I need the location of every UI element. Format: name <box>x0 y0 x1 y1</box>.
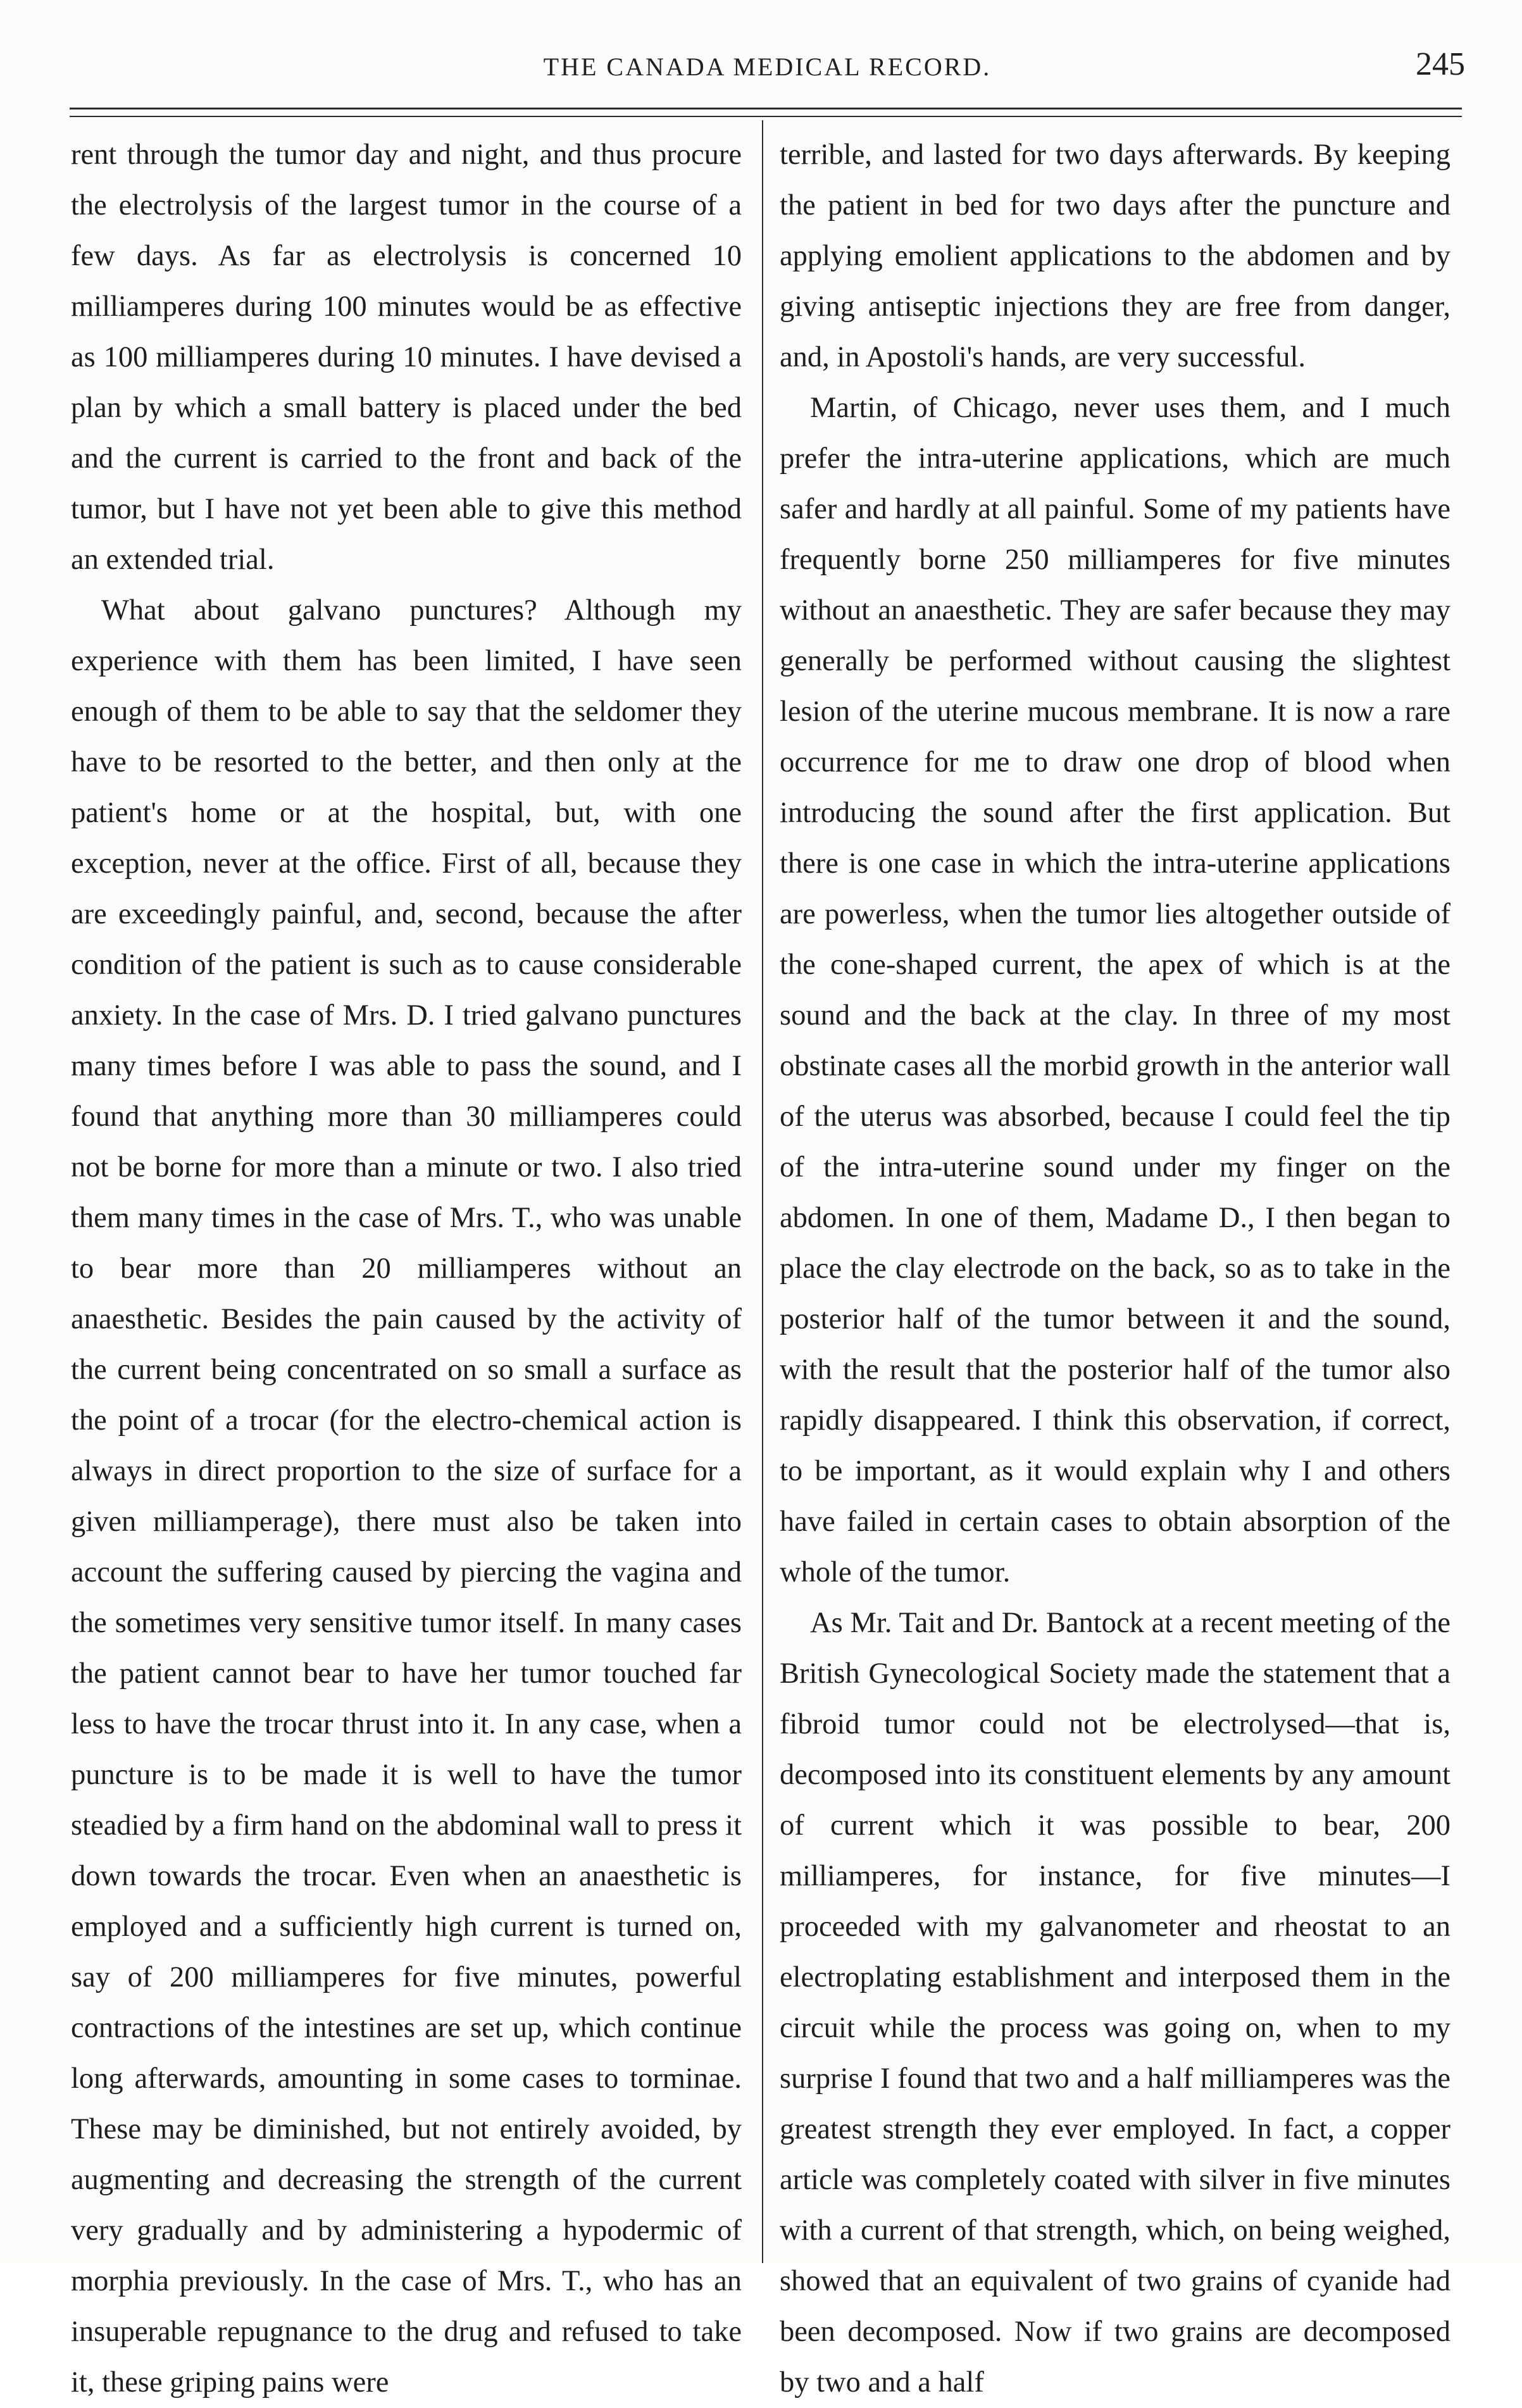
right-paragraph-3: As Mr. Tait and Dr. Bantock at a recent meeting of the British Gynecological Society made the statement that a fibroid tumor could not be electrolysed—that is, decomposed into its constituent elements by any amount of current which it was possible to bear, 200 milliamperes, for instance, for five minutes—I proceeded with my galvanometer and rheostat to an electroplating establishment and interposed them in the circuit while the process was going on, when to my surprise I found that two and a half milliamperes was the greatest strength they ever employed. In fact, a copper article was completely coated with silver in five minutes with a current of that strength, which, on being weighed, showed that an equivalent of two grains of cyanide had been decomposed. Now if two grains are decomposed by two and a half <box>780 1607 1450 2399</box>
running-head <box>70 44 1465 95</box>
left-paragraph-2: What about galvano punctures? Although my experience with them has been limited, I have seen enough of them to be able to say that the seldomer they have to be resorted to the better, and then only at the patient's home or at the hospital, but, with one exception, never at the office. First of all, because they are exceedingly painful, and, second, because the after condition of the patient is such as to cause considerable anxiety. In the case of Mrs. D. I tried galvano punctures many times before I was able to pass the sound, and I found that anything more than 30 milliamperes could not be borne for more than a minute or two. I also tried them many times in the case of Mrs. T., who was unable to bear more than 20 milliamperes without an anaesthetic. Besides the pain caused by the activity of the current being concentrated on so small a surface as the point of a trocar (for the electro-chemical action is always in direct proportion to the size of surface for a given milliamperage), there must also be taken into account the suffering caused by piercing the vagina and the sometimes very sensitive tumor itself. In many cases the patient cannot bear to have her tumor touched far less to have the trocar thrust into it. In any case, when a puncture is to be made it is well to have the tumor steadied by a firm hand on the abdominal wall to press it down towards the trocar. Even when an anaesthetic is employed and a sufficiently high current is turned on, say of 200 milliamperes for five minutes, powerful contractions of the intestines are set up, which continue long afterwards, amounting in some cases to torminae. These may be diminished, but not entirely avoided, by augmenting and decreasing the strength of the current very gradually and by administering a hypodermic of morphia previously. In the case of Mrs. T., who has an insuperable repugnance to the drug and refused to take it, these griping pains were <box>71 594 742 2399</box>
right-column <box>780 130 1450 2399</box>
right-paragraph-2: Martin, of Chicago, never uses them, and I much prefer the intra-uterine applications, which are much safer and hardly at all painful. Some of my patients have frequently borne 250 milliamperes for five minutes without an anaesthetic. They are safer because they may generally be performed without causing the slightest lesion of the uterine mucous membrane. It is now a rare occurrence for me to draw one drop of blood when introducing the sound after the first application. But there is one case in which the intra-uterine applications are powerless, when the tumor lies altogether outside of the cone-shaped current, the apex of which is at the sound and the back at the clay. In three of my most obstinate cases all the morbid growth in the anterior wall of the uterus was absorbed, because I could feel the tip of the intra-uterine sound under my finger on the abdomen. In one of them, Madame D., I then began to place the clay electrode on the back, so as to take in the posterior half of the tumor between it and the sound, with the result that the posterior half of the tumor also rapidly disappeared. I think this observation, if correct, to be important, as it would explain why I and others have failed in certain cases to obtain absorption of the whole of the tumor. <box>780 392 1450 1588</box>
left-paragraph-1: rent through the tumor day and night, and thus procure the electrolysis of the largest tumor in the course of a few days. As far as electrolysis is concerned 10 milliamperes during 100 minutes would be as effective as 100 milliamperes during 10 minutes. I have devised a plan by which a small battery is placed under the bed and the current is carried to the front and back of the tumor, but I have not yet been able to give this method an extended trial. <box>71 139 742 576</box>
left-column <box>71 130 742 2399</box>
header-rule-top <box>70 108 1462 109</box>
header-rule-bottom <box>70 116 1462 117</box>
page-number: 245 <box>1416 46 1465 82</box>
journal-title: THE CANADA MEDICAL RECORD. <box>543 53 992 81</box>
right-paragraph-1: terrible, and lasted for two days afterwards. By keeping the patient in bed for two days after the puncture and applying emolient applications to the abdomen and by giving antiseptic injections they are free from danger, and, in Apostoli's hands, are very successful. <box>780 139 1450 373</box>
column-divider <box>762 120 763 2263</box>
